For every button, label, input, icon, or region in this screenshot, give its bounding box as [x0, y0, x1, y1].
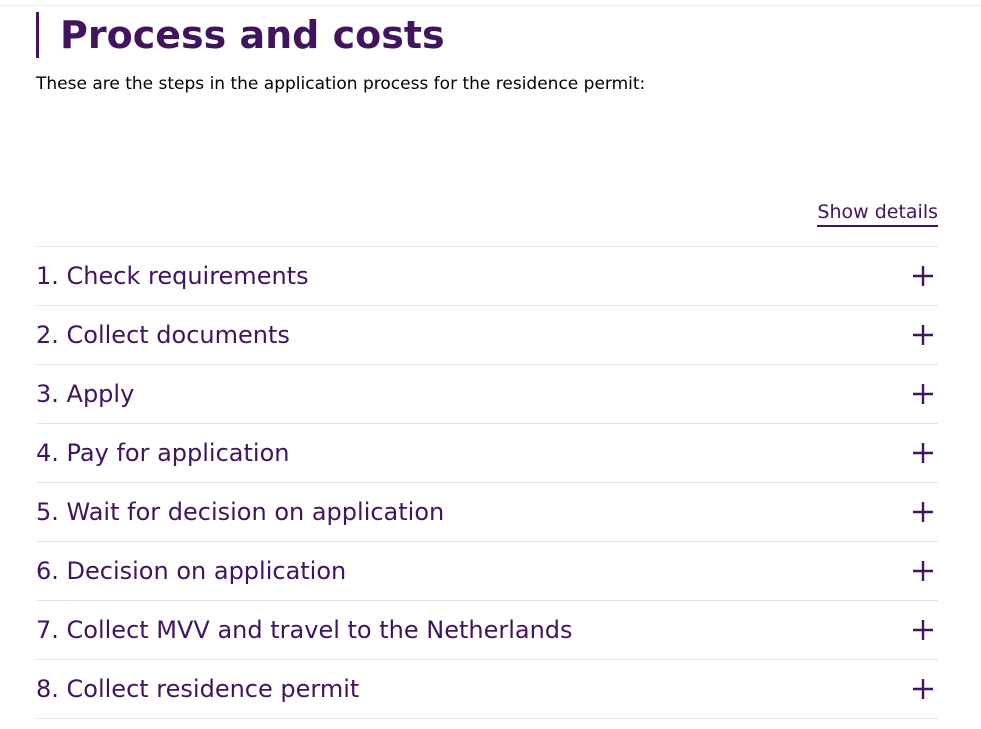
process-steps-accordion — [36, 246, 938, 719]
plus-icon[interactable] — [912, 383, 934, 405]
step-label: 7. Collect MVV and travel to the Netherlands — [36, 616, 573, 644]
plus-icon[interactable] — [912, 678, 934, 700]
top-divider — [0, 5, 981, 6]
intro-text: These are the steps in the application process for the residence permit: — [36, 74, 646, 94]
show-details-link[interactable]: Show details — [817, 199, 938, 227]
step-item-1[interactable] — [36, 247, 938, 306]
plus-icon[interactable] — [912, 442, 934, 464]
step-item-8[interactable] — [36, 660, 938, 719]
step-label: 2. Collect documents — [36, 321, 290, 349]
step-item-4[interactable] — [36, 424, 938, 483]
step-label: 1. Check requirements — [36, 262, 309, 290]
plus-icon[interactable] — [912, 501, 934, 523]
step-label: 5. Wait for decision on application — [36, 498, 445, 526]
page-title: Process and costs — [60, 13, 445, 57]
plus-icon[interactable] — [912, 265, 934, 287]
step-label: 4. Pay for application — [36, 439, 290, 467]
plus-icon[interactable] — [912, 324, 934, 346]
step-item-7[interactable] — [36, 601, 938, 660]
step-item-3[interactable] — [36, 365, 938, 424]
plus-icon[interactable] — [912, 619, 934, 641]
step-label: 8. Collect residence permit — [36, 675, 360, 703]
step-item-6[interactable] — [36, 542, 938, 601]
plus-icon[interactable] — [912, 560, 934, 582]
step-label: 3. Apply — [36, 380, 135, 408]
page-title-block — [36, 12, 445, 58]
step-item-2[interactable] — [36, 306, 938, 365]
step-item-5[interactable] — [36, 483, 938, 542]
step-label: 6. Decision on application — [36, 557, 347, 585]
